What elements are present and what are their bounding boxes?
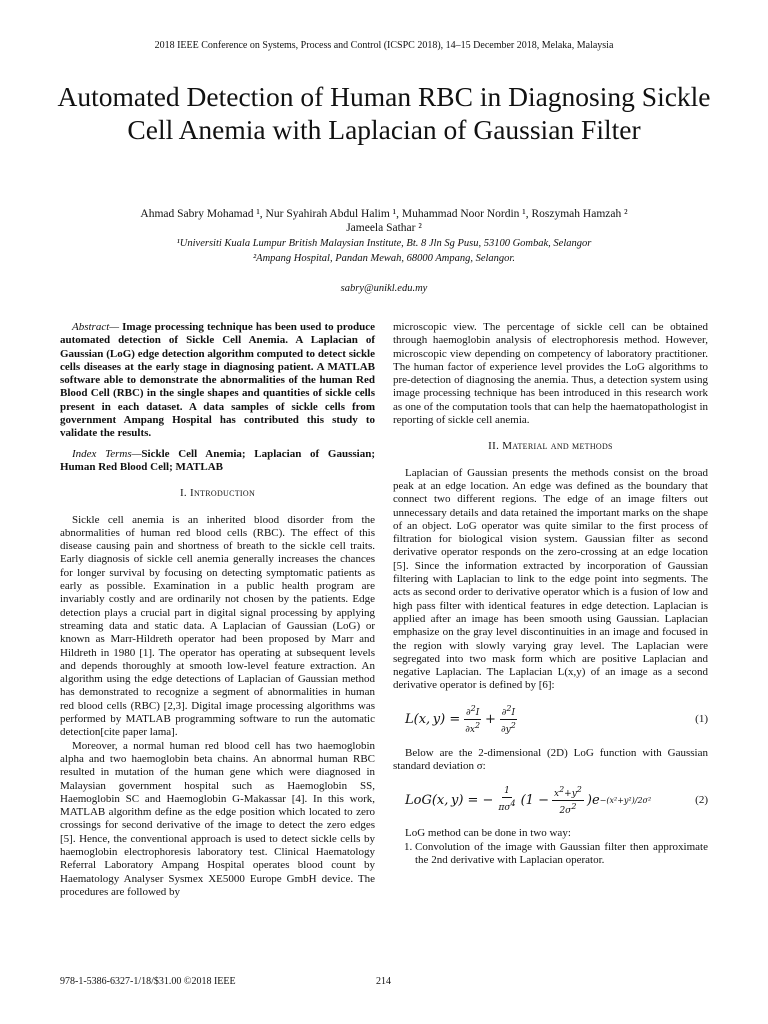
affiliation-1: ¹Universiti Kuala Lumpur British Malaysian Institute, Bt. 8 Jln Sg Pusu, 53100 Gombak, Selangor xyxy=(176,238,592,249)
section-heading-introduction: I. Introduction xyxy=(179,487,256,500)
abstract-lead: Abstract— xyxy=(72,321,120,333)
equation-2-number: (2) xyxy=(695,793,708,806)
author-list xyxy=(40,207,728,235)
equation-1-body: L(x, y) = $\frac{\partial 2I}{\partial x2}$ + $\frac{\partial 2I}{\partial y2}$ xyxy=(405,704,516,736)
intro-paragraph-1: Sickle cell anemia is an inherited blood disorder from the abnormalities of human red blood cells (RBC). The effect of this disease causing pain and shortness of breath to the sickle cell traits. Early diagnosis of sickle cell anemia generally increases the chances for longer survival by focusing on detecting symptomatic patients as early as possible. Examination in a public health program are invariably costly and are ordinarily not chosen by the patients. Edge detection plays a crucial part in digital signal processing by applying streaming data and static data. A Laplacian of Gaussian (LoG) or known as Marr-Hildreth operator had been proposed by Marr and Hildreth in 1980 [1]. The operator has operating at subsequent levels and depends thoroughly at smooth low-level feature extraction. An algorithm using the edge detections of Laplacian of Gaussian method has demonstrated to recognize a segment of abnormalities in human red blood cells (RBC) [2,3]. Digital image processing algorithms was performed by MATLAB programming software to run the automatic detection[cite paper lama]. xyxy=(60,513,375,739)
intro-paragraph-2: Moreover, a normal human red blood cell has two haemoglobin alpha and two haemoglobin beta chains. An abnormal human RBC resulted in mutation of the human gene which were diagnosed in Malaysian government hospital such as Haemoglobin SS, Haemoglobin SC and Haemoglobin G-Makassar [4]. In this work, MATLAB algorithm define as the edge position which located to zero crossings for second derivative of the image to detect the zero edges [5]. Hence, the conventional approach is used to detect sickle cells by haemoglobin electrophoresis laboratory test. Clinical Haematology Referral Laboratory Ampang Hospital operates blood count by Haematology Analyser Sysmex XE5000 Europe GmbH device. The procedures are followed by xyxy=(60,739,375,898)
abstract xyxy=(60,321,375,441)
page-number: 214 xyxy=(376,976,391,987)
paper-title: Automated Detection of Human RBC in Diagnosing Sickle Cell Anemia with Laplacian of Gaussian Filter xyxy=(57,81,711,145)
left-column xyxy=(60,321,375,899)
methods-paragraph-3: LoG method can be done in two way: xyxy=(405,827,571,840)
equation-1 xyxy=(393,699,708,741)
equation-2-body: LoG(x, y) = − $\frac{1}{\pi\sigma 4}$ (1 − $\frac{x2+y2}{2\sigma 2}$ )e −(x²+y²)/2σ² xyxy=(405,784,652,816)
method-step-1: 1. Convolution of the image with Gaussian filter then approximate the 2nd derivative with Laplacian operator. xyxy=(415,841,708,868)
affiliation-2: ²Ampang Hospital, Pandan Mewah, 68000 Ampang, Selangor. xyxy=(253,253,515,264)
methods-paragraph-2: Below are the 2-dimensional (2D) LoG function with Gaussian standard deviation σ: xyxy=(393,746,708,773)
equation-2 xyxy=(393,779,708,821)
abstract-text: Image processing technique has been used to produce automated detection of Sickle Cell Anemia. A Laplacian of Gaussian (LoG) edge detection algorithm computed to detect sickle cells diseases at the early stage in diagnosing patient. A MATLAB software able to demonstrate the abnormalities of the human Red Blood Cell (RBC) in the single shapes and quantities of sickle cells present in each dataset. A data samples of sickle cells from government Ampang Hospital has contributed this study to validate the results. xyxy=(60,321,375,440)
index-terms-lead: Index Terms— xyxy=(72,447,142,460)
right-column xyxy=(393,321,708,867)
conference-header: 2018 IEEE Conference on Systems, Process and Control (ICSPC 2018), 14–15 December 2018, Melaka, Malaysia xyxy=(154,40,614,51)
index-terms-text: Sickle Cell Anemia; Laplacian of Gaussian; Human Red Blood Cell; MATLAB xyxy=(60,447,375,473)
author-email: sabry@unikl.edu.my xyxy=(340,283,428,294)
index-terms xyxy=(60,448,375,475)
right-paragraph-continued: microscopic view. The percentage of sickle cell can be obtained through haemoglobin analysis of electrophoresis method. However, microscopic view depending on competency of laboratory practitioner. The human factor of experience level provides the LoG algorithms to pre-detection of diagnosing the anemia. Thus, a detection system using image processing technique has been introduced in this research work as one of the computation tools that can help the haematopathologist in reporting of sickle cell anemia. xyxy=(393,321,708,427)
method-steps-list xyxy=(393,841,708,868)
authors-line-2: Jameela Sathar ² xyxy=(346,222,422,234)
methods-paragraph-1: Laplacian of Gaussian presents the methods consist on the broad peak at an edge location. An edge was defined as the boundary that connect two different regions. The edge of an image filters out unnecessary details and data retained the important marks on the shape of an object. LoG operator was quite similar to the first process of filtration for biological vision system. Gaussian filter as second derivative operator responds on the zero-crossing at an edge location [5]. Since the information extracted by incorporation of Gaussian filtering with Laplacian to link to the edge point into segments. The acts as second order to derivative operator which is a fusion of low and high pass filter with identical features in edge detection. Laplacian is applied after an image has been smooth using Gaussian. Laplacian emphasize on the gray level discontinuities in an image and focused in the region with slowly varying gray level. The Laplacian were segregated into two mask form which are positive Laplacian and negative Laplacian. The Laplacian L(x,y) of an image as a second derivative operator is defined by [6]: xyxy=(393,466,708,692)
footer-isbn: 978-1-5386-6327-1/18/$31.00 ©2018 IEEE xyxy=(60,976,236,987)
equation-1-number: (1) xyxy=(695,713,708,726)
section-heading-methods: II. Material and methods xyxy=(488,440,613,453)
authors-line-1: Ahmad Sabry Mohamad ¹, Nur Syahirah Abdul Halim ¹, Muhammad Noor Nordin ¹, Roszymah Hamzah ² xyxy=(140,208,628,220)
